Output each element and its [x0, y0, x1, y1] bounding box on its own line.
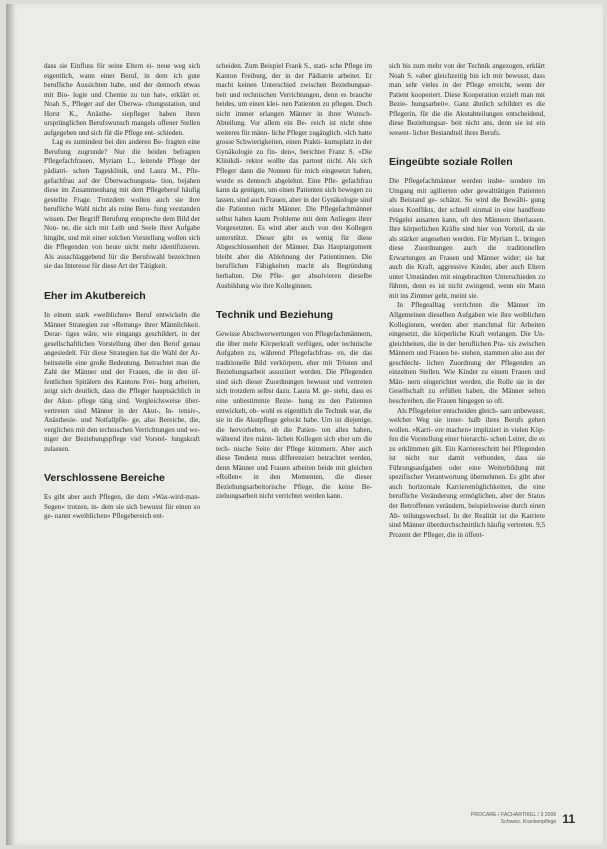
- footer-line: Schweiz. Krankenpflege: [500, 818, 557, 825]
- paragraph: In Pflegealltag verrichten die Männer im Allgemeinen dieselben Aufgaben wie ihre weiblichen Kolleginnen, werden aber manchmal für Arbeiten eingesetzt, die körperliche Kraft verlangen. Die Un- gleichheiten, die in der beruflichen Pra- xis zwischen Männern und Frauen be- stehen, stammen also aus der geschlecht- lichen Zuordnung der Pflegenden an einzelnen Stellen. Wie Kinder zu einem Frauen und Män- nern eingerichtet werden, die Rolle sie in der Gesellschaft zu erfüllen haben, die Männer selten beschreiben, die Frauen hingegen so oft.: [389, 301, 545, 405]
- paragraph: Als Pflegeleiter entscheiden gleich- sam unbewusst, welcher Weg sie inner- halb ihres Berufs gehen wollen. »Karri- ere machen« impliziert in vielen Köp- fen die Vorstellung einer hierarchi- schen Leiter, die es zu erklimmen gilt. Ein Karriereschritt bei Pflegenden ist nicht nur damit verbunden, dass sie Führungsaufgaben oder eine Weiterbildung mit spezifischer Verantwortung übernehmen. Es gibt aber auch horizontale Karrieremöglichkeiten, die eine berufliche Veränderung ermöglichen, aber der Status der Betroffenen verändern, beispielsweise durch einen Ab- teilungswechsel. In der Realität ist die Karriere sind Männer überdurchschnittlich häufig vertreten. 9,5 Prozent der Pfleger, die in öffent-: [389, 406, 545, 539]
- paragraph: Gewisse Abschwerwertungen von Pflegefachmännern, die über mehr Körperkraft verfügen, oder technische Aufgaben zu, während Pflegefachfrau- en, die das traditionelle Bild verkörpern, eher mit Trösten und Beziehungsarbeit assoziiert werden. Die Pflegenden sind sich dieser Zuordnungen bewusst und vertreten sich trotzdem selbst dazu. Laura M. ge- steht, dass es eine unbestimmte Bezie- hung zu den Patienten entwickelt, ob- wohl es eigentlich die Technik war, die sie in die Akutpflege gelockt habe. Um ist diejenige, die hervorheben, ob die Patien- ten alles haben, während ihre männ- lichen Kollegen sich eher um die tech- nische Seite der Pflege kümmern. Aber auch diese Tendenz muss differenziert betrachtet werden, denn Männer und Frauen arbeiten beide mit gleichen »Rollen« in den Momenten, die dieser Beziehungsarbeitorische Pflege, die keine Be- ziehungsarbeit nicht verrichtet werden kann.: [216, 330, 372, 501]
- paragraph: sich bis zum mehr von der Technik angezogen, erklärt Noah S. »aber gleichzeitig bin ich mir bewusst, dass man sehr vieles in der Pflege erreicht, wenn der Patient kooperiert. Diese Kooperation erzielt man mit Bezie- hungsarbeit«. Ganz ähnlich schildert es die Pflegerin, für die die Akutabteilungen entscheidend, diese Beziehungsar- beit nicht ans, denn sie ist ein wesent- licher Bestandteil ihres Berufs.: [389, 62, 545, 137]
- paragraph: In einem stark »weiblichen« Beruf entwickeln die Männer Strategien zur »Rettung« ihrer Männlichkeit. Derar- tiges wäre, wie eingangs geschildert, in der gesellschaftlichen Vorstellung über den Beruf genau angesiedelt. Für diese Strategien hat die Wahl der Ar- beitsstelle eine große Bedeutung. Betrachtet man die Zahl der Männer und der Frauen, die in den öf- fentlichen Spitälern des Kantons Frei- burg arbeiten, zeigt sich deutlich, dass die Pfleger hauptsächlich in der Akut- pflege tätig sind. Vergleichsweise über- vertreten sind Männer in der Akut-, In- tensiv-, Anästhesie- und Notfallpfle- ge, also Bereiche, die, verglichen mit den technischen Verrichtungen und we- niger der Beziehungspflege viel Vorstel- lungskraft zulassen.: [44, 311, 200, 453]
- paragraph: Es gibt aber auch Pflegen, die dem »Was-wird-man-Segen« trotzen, in- dem sie sich bewusst für einen so ge- nannt »weiblichen« Pflegebereich ent-: [44, 493, 200, 521]
- page-spine-shadow: [6, 4, 16, 845]
- paragraph: Lag es zumindest bei den anderen Be- fragten eine Berufung zugrunde? Nur die beiden befragten Pflegefachfrauen, Myriam L., leitende Pflege der pädiatri- schen Tagesklinik, und Laura M., Pfle- gefachfrau auf der Überwachungssta- tion, bejahen diese im Zusammenhang mit dem Pflegeberuf häufig gestellte Frage. Trotzdem wollen auch sie ihre berufliche Wahl nicht als reine Beru- fung verstanden wissen. Der Begriff Berufung entspreche dem Bild der Non- ne, die sich mit Leib und Seele ihrer Aufgabe hingibt, und mit einer solchen Vorstellung wollen sich die Pflegenden von heute nicht mehr identifizieren. Als ausschlaggebend für die Berufswahl bezeichnen sie das Interesse für diese Art der Tätigkeit.: [44, 138, 200, 271]
- footer-line: PROCARE / FACHARTIKEL / 3 2006: [470, 812, 557, 818]
- page-footer: [471, 812, 575, 825]
- paragraph: Die Pflegefachmänner werden insbe- sondere im Umgang mit agilierten oder gewalttätigen Patienten als Beistand ge- schätzt. So wird die Bewälti- gung eines Konflikts, der schnell einmal in eine handfeste Prügelei ausarten kann, oft den Männern überlassen. Ihre körperlichen Kräfte sind hier von Vorteil, da sie als stärker angesehen werden. Für Myriam L. bringen diese Zuordnungen auch die traditionellen Erwartungen an Frauen und Männer wider; sie hat auch die Kraft, aggressive Kinder, aber auch Eltern unter Umständen mit eingebrachten Unterschieden zu führen, denn es ist nicht zwingend, wenn ein Mann mit ins Zimmer geht, meint sie.: [389, 177, 545, 300]
- section-heading: Eingeübte soziale Rollen: [389, 156, 513, 169]
- text-column-1: [44, 62, 200, 522]
- text-column-3: [389, 62, 545, 540]
- paragraph: scheiden. Zum Beispiel Frank S., stati- sche Pflege im Kanton Freiburg, der in der Pädiatrie arbeitet. Er macht keinen Unterschied zwischen Beziehungsar- beit und technischen Verrichtungen, denn es brauche beides, um einen klei- nen Patienten zu pflegen. Doch nicht immer erlangen Männer in ihrer Wunsch-Abteilung. Vor allem ein Be- reich ist nicht ohne weiteres für männ- liche Pfleger zugänglich. »Ich hatte grosse Schwierigkeiten, einen Prakti- kumsplatz in der Gynäkologie zu fin- den«, berichtet Franz S. »Die Klinikdi- rektor wollte das partout nicht. Als sich Pfleger dann die Nonnen für mich eingesetzt haben, wurde es dennoch abgelehnt. Eine Pfle- gefachfrau kann da genügen, um einen Patienten sich bewegen zu lassen, sind auch Frauen, aber in der Gynäkologie sind die Patienten nicht Männer. Die Pflegefachmänner selbst haben kaum Probleme mit dem Anliegen ihrer Vorgesetzten. Es wird aber auch von den Kollegen unterstützt. Dieser gibt es wenig für diese Abgeschlossenheit der Männer. Das Hauptargument bleibt aber die Ablehnung der Patientinnen. Die beruflichen Fähigkeiten macht als Begründung herhalten. Die Pfle- ger absolvieren dieselbe Ausbildung wie ihre Kolleginnen.: [216, 62, 372, 290]
- page-number: 11: [562, 812, 575, 826]
- section-heading: Eher im Akutbereich: [44, 290, 146, 303]
- section-heading: Technik und Beziehung: [216, 309, 334, 322]
- paragraph: dass sie Einfluss für seine Eltern ei- neue weg sich eigentlich, wann einer Beruf, in dem ich gute berufliche Aussichten habe, und der dennoch etwas mit Bio- logie und Chemie zu tun hat«, erklärt er. Noah S., Pfleger auf der Überwa- chungsstation, und Horst K., Anästhe- siepfleger haben ihren ursprünglichen Berufswunsch mangels offener Stellen aufgegeben und sich für die Pflege ent- schieden.: [44, 62, 200, 137]
- magazine-page: [6, 4, 603, 845]
- section-heading: Verschlossene Bereiche: [44, 472, 165, 485]
- text-column-2: [216, 62, 372, 502]
- footer-publication: [471, 812, 556, 825]
